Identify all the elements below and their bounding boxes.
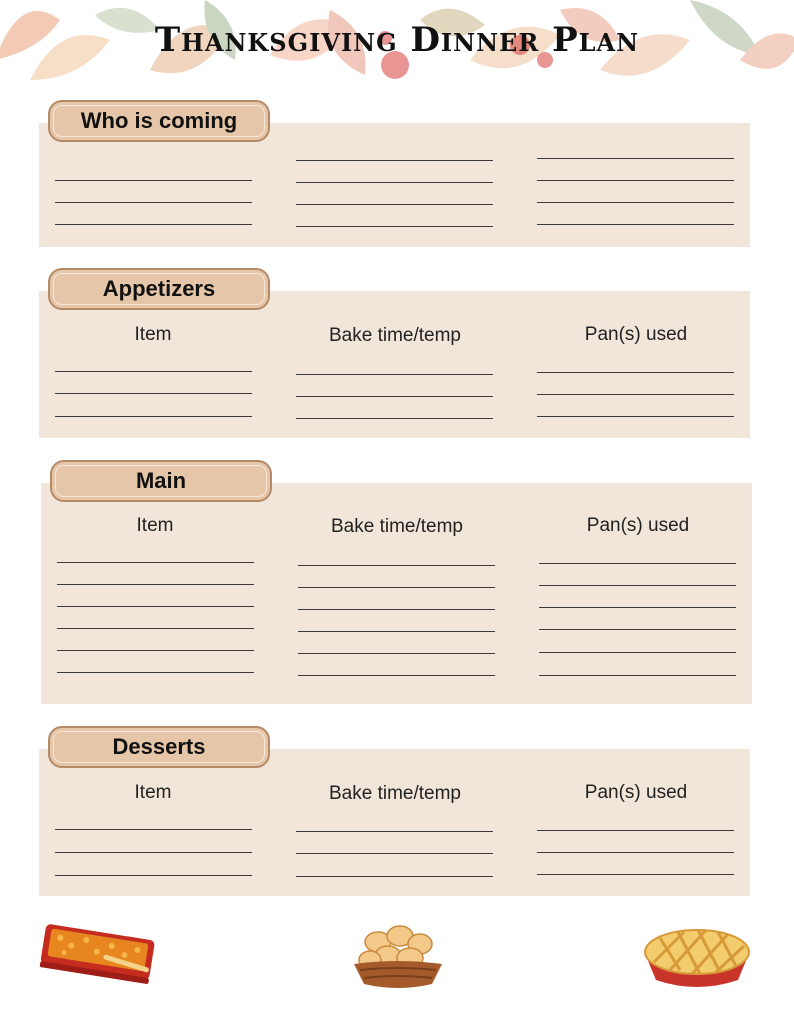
main-label: Main	[50, 460, 272, 502]
appetizers-label: Appetizers	[48, 268, 270, 310]
pan-line[interactable]	[539, 563, 736, 564]
guest-line[interactable]	[537, 202, 734, 203]
guest-line[interactable]	[537, 158, 734, 159]
bread-rolls-basket-icon	[348, 918, 448, 992]
pan-line[interactable]	[539, 629, 736, 630]
guest-line[interactable]	[296, 160, 493, 161]
pan-line[interactable]	[539, 675, 736, 676]
bake-line[interactable]	[296, 374, 493, 375]
item-column-header: Item	[136, 515, 174, 536]
item-line[interactable]	[57, 606, 254, 607]
bake-line[interactable]	[296, 853, 493, 854]
item-line[interactable]	[55, 393, 252, 394]
guest-line[interactable]	[55, 224, 252, 225]
pan-line[interactable]	[537, 830, 734, 831]
bake-line[interactable]	[296, 418, 493, 419]
guest-line[interactable]	[55, 180, 252, 181]
item-line[interactable]	[55, 416, 252, 417]
bake-line[interactable]	[296, 831, 493, 832]
bake-line[interactable]	[298, 587, 495, 588]
bake-column-header: Bake time/temp	[329, 325, 461, 346]
item-line[interactable]	[57, 628, 254, 629]
bake-column-header: Bake time/temp	[331, 516, 463, 537]
page-title: Thanksgiving Dinner Plan	[154, 20, 640, 60]
pan-column-header: Pan(s) used	[586, 515, 690, 536]
pan-line[interactable]	[537, 372, 734, 373]
pan-line[interactable]	[537, 416, 734, 417]
lattice-pie-icon	[640, 922, 754, 992]
bake-line[interactable]	[298, 609, 495, 610]
bake-line[interactable]	[298, 675, 495, 676]
item-column-header: Item	[134, 782, 172, 803]
guest-line[interactable]	[296, 226, 493, 227]
guest-line[interactable]	[537, 224, 734, 225]
item-line[interactable]	[57, 562, 254, 563]
pan-column-header: Pan(s) used	[584, 324, 688, 345]
item-line[interactable]	[55, 829, 252, 830]
guest-line[interactable]	[296, 204, 493, 205]
pan-line[interactable]	[537, 394, 734, 395]
item-line[interactable]	[55, 875, 252, 876]
bake-line[interactable]	[296, 396, 493, 397]
desserts-label: Desserts	[48, 726, 270, 768]
item-line[interactable]	[57, 672, 254, 673]
pan-column-header: Pan(s) used	[584, 782, 688, 803]
pan-line[interactable]	[537, 874, 734, 875]
bake-line[interactable]	[298, 653, 495, 654]
item-column-header: Item	[134, 324, 172, 345]
item-line[interactable]	[55, 852, 252, 853]
pan-line[interactable]	[539, 585, 736, 586]
pan-line[interactable]	[537, 852, 734, 853]
item-line[interactable]	[57, 584, 254, 585]
pan-line[interactable]	[539, 607, 736, 608]
bake-line[interactable]	[298, 631, 495, 632]
pan-line[interactable]	[539, 652, 736, 653]
casserole-icon	[36, 920, 160, 992]
item-line[interactable]	[55, 371, 252, 372]
bake-column-header: Bake time/temp	[329, 783, 461, 804]
guest-line[interactable]	[537, 180, 734, 181]
guests-label: Who is coming	[48, 100, 270, 142]
bake-line[interactable]	[298, 565, 495, 566]
bake-line[interactable]	[296, 876, 493, 877]
guest-line[interactable]	[296, 182, 493, 183]
guest-line[interactable]	[55, 202, 252, 203]
item-line[interactable]	[57, 650, 254, 651]
